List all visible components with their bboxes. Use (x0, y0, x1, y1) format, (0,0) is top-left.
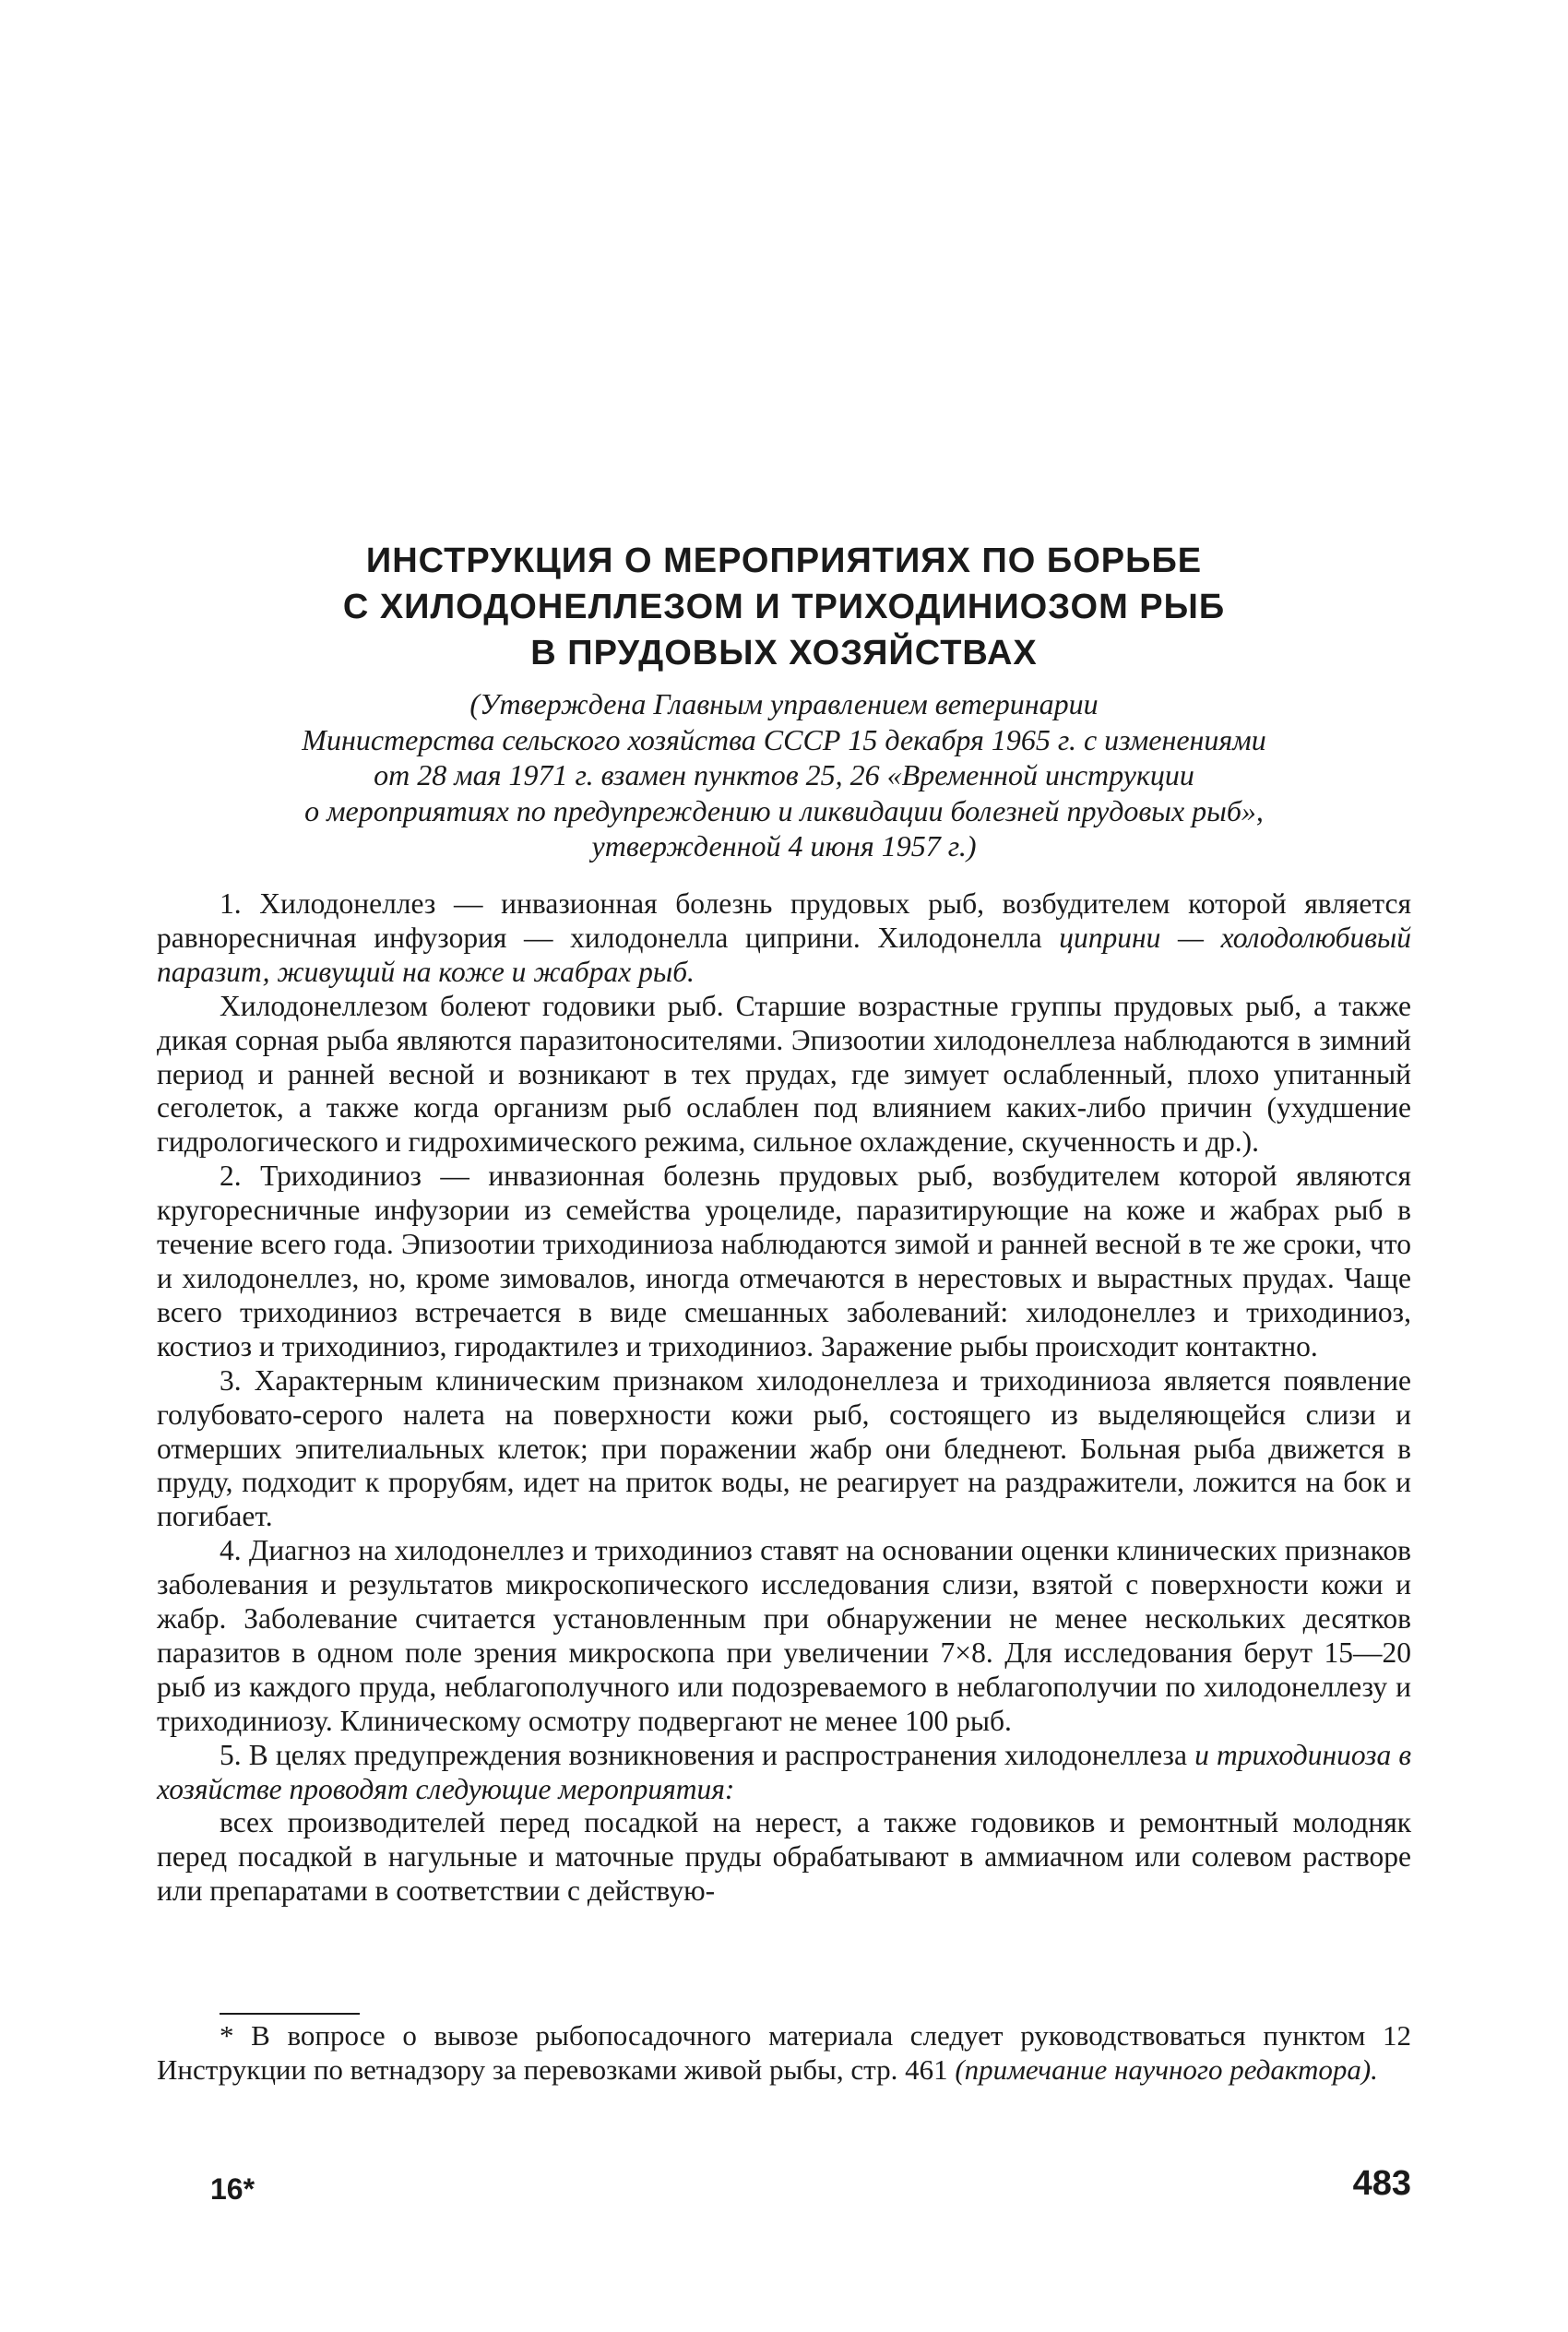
page-number: 483 (1352, 2164, 1411, 2203)
approval-line: о мероприятиях по предупреждению и ликвидации болезней прудовых рыб», (304, 793, 1264, 827)
paragraph-1: 1. Хилодонеллез — инвазионная болезнь прудовых рыб, возбудителем которой является равноресничная инфузория — хилодонелла циприни. Хилодонелла циприни — холодолюбивый паразит, живущий на коже и жабрах рыб. (157, 887, 1411, 988)
paragraph-4: 3. Характерным клиническим признаком хилодонеллеза и триходиниоза является появление голубовато-серого налета на поверхности кожи рыб, состоящего из выделяющейся слизи и отмерших эпителиальных клеток; при поражении жабр они бледнеют. Больная рыба движется в пруду, подходит к прорубям, идет на приток воды, не реагирует на раздражители, ложится на бок и погибает. (157, 1363, 1411, 1533)
footnote: * В вопросе о вывозе рыбопосадочного материала следует руководствоваться пунктом 12 Инструкции по ветнадзору за перевозками живой рыбы, стр. 461 (примечание научного редактора). (157, 2019, 1411, 2086)
title-line: С ХИЛОДОНЕЛЛЕЗОМ И ТРИХОДИНИОЗОМ РЫБ (342, 588, 1226, 626)
approval-line: от 28 мая 1971 г. взамен пунктов 25, 26 «Временной инструкции (374, 758, 1194, 791)
document-body (157, 887, 1411, 1909)
paragraph-7: всех производителей перед посадкой на нерест, а также годовиков и ремонтный молодняк перед посадкой в нагульные и маточные пруды обрабатывают в аммиачном или солевом растворе или препаратами в соответствии с действую- (157, 1806, 1411, 1908)
footnote-divider (220, 2013, 360, 2015)
footnote-italic: (примечание научного редактора). (955, 2052, 1378, 2086)
approval-line: (Утверждена Главным управлением ветеринарии (469, 687, 1099, 720)
approval-line: утвержденной 4 июня 1957 г.) (591, 829, 977, 863)
paragraph-5: 4. Диагноз на хилодонеллез и триходиниоз ставят на основании оценки клинических признаков заболевания и результатов микроскопического исследования слизи, взятой с поверхности кожи и жабр. Заболевание считается установленным при обнаружении не менее нескольких десятков паразитов в одном поле зрения микроскопа при увеличении 7×8. Для исследования берут 15—20 рыб из каждого пруда, неблагополучного или подозреваемого в неблагополучии по хилодонеллезу и триходиниозу. Клиническому осмотру подвергают не менее 100 рыб. (157, 1534, 1411, 1737)
italic-phrase: циприни — холодолюбивый паразит, живущий на коже и жабрах рыб. (157, 921, 1411, 988)
document-title (184, 538, 1384, 676)
italic-phrase: и триходиниоза в хозяйстве проводят следующие мероприятия: (157, 1738, 1412, 1805)
approval-line: Министерства сельского хозяйства СССР 15 декабря 1965 г. с изменениями (302, 722, 1266, 756)
paragraph-6: 5. В целях предупреждения возникновения и распространения хилодонеллеза и триходиниоза в хозяйстве проводят следующие мероприятия: (157, 1738, 1412, 1805)
signature-mark: 16* (210, 2172, 255, 2206)
paragraph-3: 2. Триходиниоз — инвазионная болезнь прудовых рыб, возбудителем которой являются кругоресничные инфузории из семейства уроцелиде, паразитирующие на коже и жабрах рыб в течение всего года. Эпизоотии триходиниоза наблюдаются зимой и ранней весной в те же сроки, что и хилодонеллез, но, кроме зимовалов, иногда отмечаются в нерестовых и вырастных прудах. Чаще всего триходиниоз встречается в виде смешанных заболеваний: хилодонеллез и триходиниоз, костиоз и триходиниоз, гиродактилез и триходиниоз. Заражение рыбы происходит контактно. (157, 1160, 1411, 1362)
paragraph-2: Хилодонеллезом болеют годовики рыб. Старшие возрастные группы прудовых рыб, а также дикая сорная рыба являются паразитоносителями. Эпизоотии хилодонеллеза наблюдаются в зимний период и ранней весной и возникают в тех прудах, где зимует ослабленный, плохо упитанный сеголеток, а также когда организм рыб ослаблен под влиянием каких-либо причин (ухудшение гидрологического и гидрохимического режима, сильное охлаждение, скученность и др.). (157, 989, 1411, 1159)
title-line: В ПРУДОВЫХ ХОЗЯЙСТВАХ (530, 634, 1038, 672)
approval-note (166, 686, 1402, 864)
title-line: ИНСТРУКЦИЯ О МЕРОПРИЯТИЯХ ПО БОРЬБЕ (365, 541, 1203, 580)
